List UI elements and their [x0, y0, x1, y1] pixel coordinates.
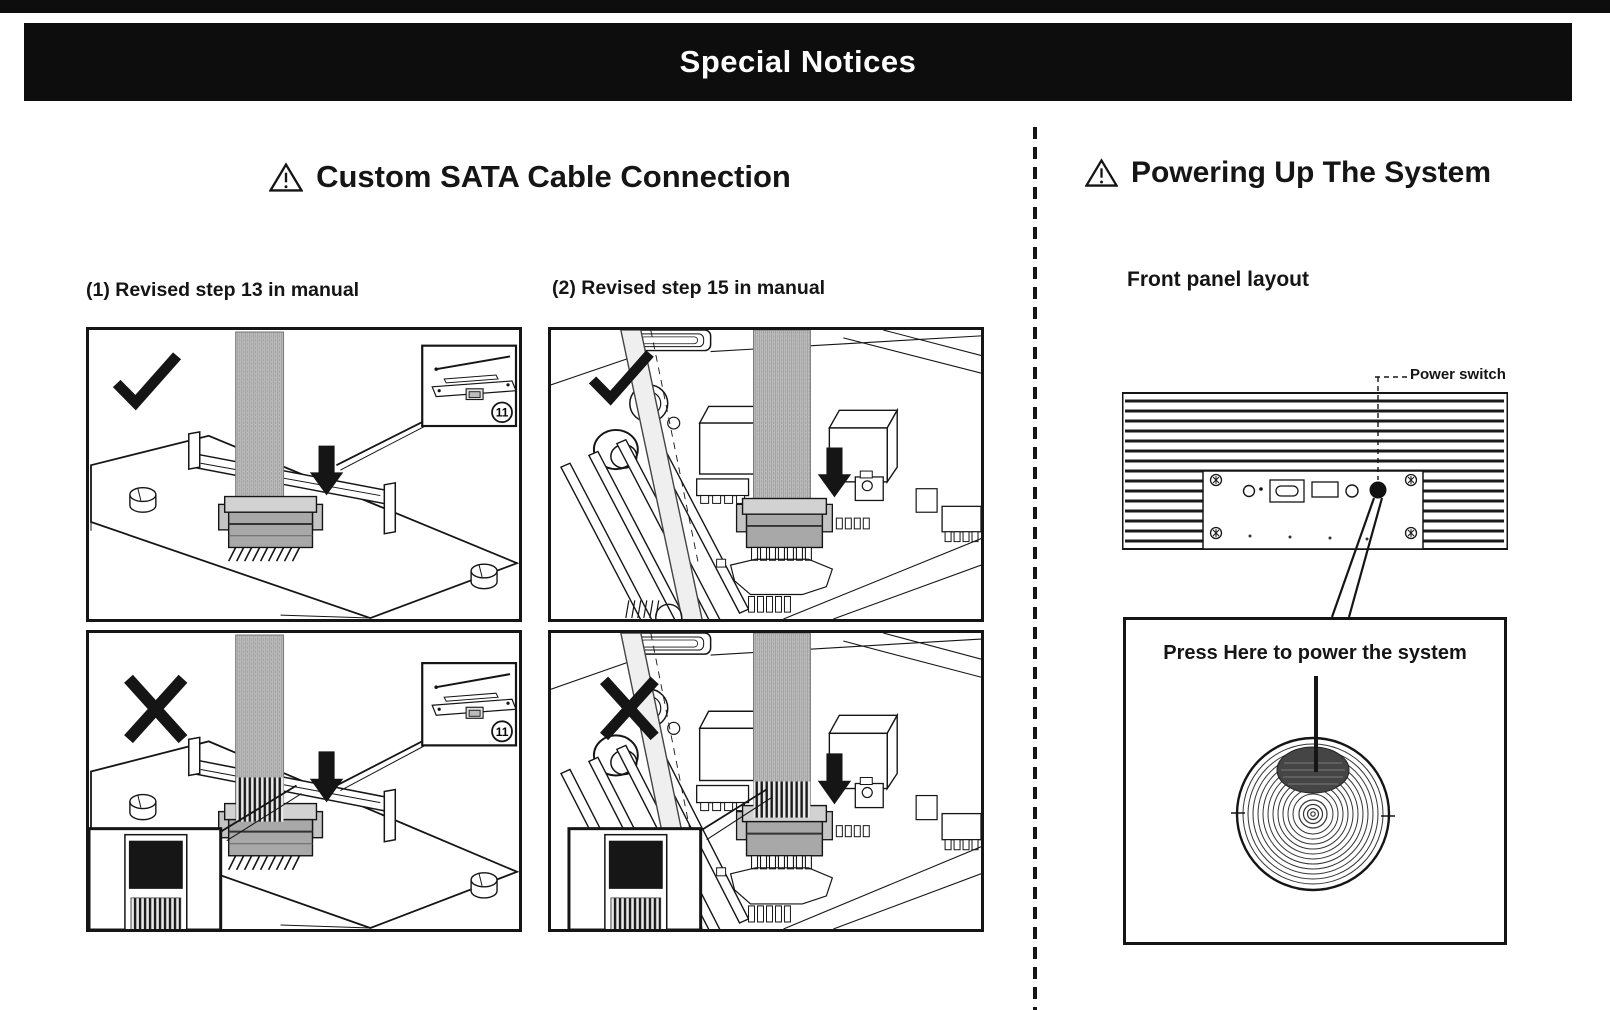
checkmark-icon [117, 356, 177, 403]
banner-title: Special Notices [679, 44, 917, 79]
screw-icon [1406, 475, 1417, 486]
power-button-zoom-illustration [1126, 620, 1504, 942]
tool-callout-inset [336, 346, 516, 470]
step-15-label: (2) Revised step 15 in manual [552, 277, 826, 299]
exposed-wires [236, 777, 284, 821]
tool-callout-inset [336, 663, 516, 790]
figure-step13-correct [86, 327, 522, 622]
figure-step13-incorrect [86, 630, 522, 932]
io-port [1312, 482, 1338, 497]
figure-step15-incorrect [548, 630, 984, 932]
power-button [1370, 482, 1387, 499]
step-13-label: (1) Revised step 13 in manual [86, 279, 360, 301]
power-button-detail-box [1123, 617, 1507, 945]
screw-icon [1211, 528, 1222, 539]
page-top-strip [0, 0, 1610, 13]
warning-triangle-icon [1085, 155, 1118, 191]
front-panel-caption: Front panel layout [1127, 268, 1310, 291]
figure-step15-correct [548, 327, 984, 622]
led-indicator [1244, 486, 1255, 497]
screw-icon [1406, 528, 1417, 539]
left-section-title-text: Custom SATA Cable Connection [316, 159, 791, 194]
motherboard-illustration [551, 330, 981, 619]
right-section-title [1058, 146, 1518, 200]
warning-triangle-icon [269, 159, 303, 196]
reset-hole [1346, 485, 1358, 497]
press-here-label: Press Here to power the system [1163, 642, 1467, 664]
callout-badge: 11 [495, 724, 509, 739]
front-panel-illustration [1122, 350, 1508, 617]
callout-badge: 11 [495, 405, 509, 420]
section-divider [1033, 127, 1037, 1010]
screw-icon [1211, 475, 1222, 486]
left-section-title [240, 150, 820, 204]
banner [24, 23, 1572, 101]
cross-icon [129, 679, 183, 739]
power-switch-label: Power switch [1410, 366, 1506, 383]
pinhole [1259, 487, 1263, 491]
exposed-wires [754, 782, 811, 818]
right-section-title-text: Powering Up The System [1130, 156, 1492, 189]
